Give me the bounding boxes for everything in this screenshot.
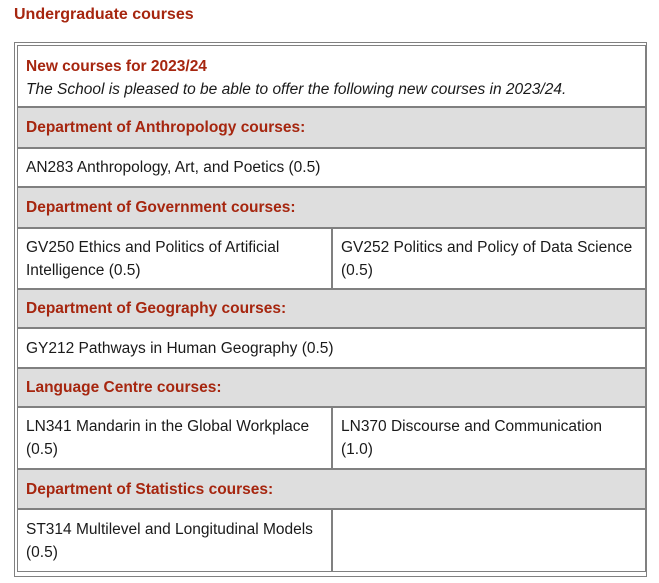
course-an283: AN283 Anthropology, Art, and Poetics (0.5) bbox=[17, 148, 646, 187]
course-ln370: LN370 Discourse and Communication (1.0) bbox=[332, 407, 646, 469]
intro-text: The School is pleased to be able to offer the following new courses in 2023/24. bbox=[26, 81, 567, 98]
table-row bbox=[17, 148, 646, 187]
table-row bbox=[17, 228, 646, 289]
course-gv252: GV252 Politics and Policy of Data Science (0.5) bbox=[332, 228, 646, 289]
table-row bbox=[17, 407, 646, 469]
section-title: Department of Statistics courses: bbox=[17, 469, 646, 509]
table-row bbox=[17, 509, 646, 572]
section-header-government bbox=[17, 187, 646, 228]
section-title: Department of Government courses: bbox=[17, 187, 646, 228]
course-gy212: GY212 Pathways in Human Geography (0.5) bbox=[17, 328, 646, 368]
section-header-geography bbox=[17, 289, 646, 328]
new-courses-table bbox=[14, 42, 647, 577]
table-row bbox=[17, 328, 646, 368]
intro-row bbox=[17, 45, 646, 107]
section-title: Department of Geography courses: bbox=[17, 289, 646, 328]
intro-cell bbox=[17, 45, 646, 107]
intro-title: New courses for 2023/24 bbox=[26, 58, 207, 75]
section-title: Department of Anthropology courses: bbox=[17, 107, 646, 148]
section-title: Language Centre courses: bbox=[17, 368, 646, 407]
empty-cell bbox=[332, 509, 646, 572]
course-ln341: LN341 Mandarin in the Global Workplace (0.5) bbox=[17, 407, 332, 469]
course-st314: ST314 Multilevel and Longitudinal Models (0.5) bbox=[17, 509, 332, 572]
section-header-anthropology bbox=[17, 107, 646, 148]
section-header-language-centre bbox=[17, 368, 646, 407]
course-gv250: GV250 Ethics and Politics of Artificial Intelligence (0.5) bbox=[17, 228, 332, 289]
page-heading: Undergraduate courses bbox=[14, 6, 194, 23]
section-header-statistics bbox=[17, 469, 646, 509]
